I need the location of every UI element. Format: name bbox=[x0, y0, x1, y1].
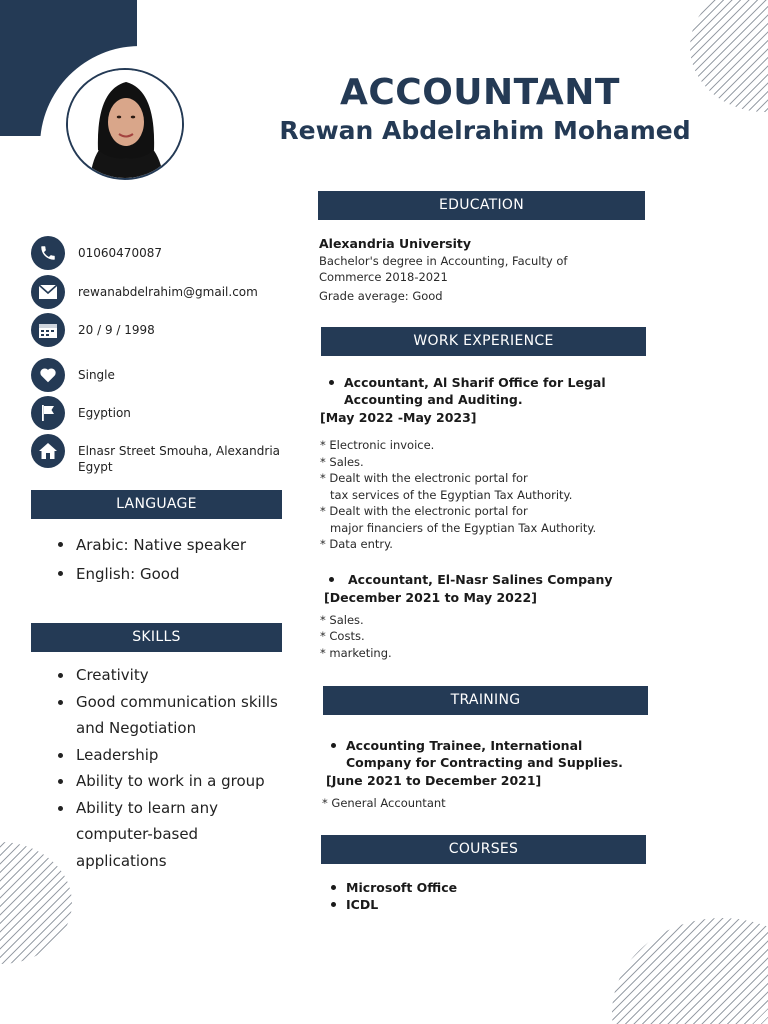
work-experience-heading: WORK EXPERIENCE bbox=[321, 327, 646, 356]
detail-line: * Sales. bbox=[320, 612, 364, 627]
detail-line: * Sales. bbox=[320, 454, 364, 469]
training-heading: TRAINING bbox=[323, 686, 648, 715]
language-heading: LANGUAGE bbox=[31, 490, 282, 519]
skills-heading: SKILLS bbox=[31, 623, 282, 652]
education-section bbox=[319, 236, 609, 304]
detail-line: * Data entry. bbox=[320, 537, 393, 551]
list-item: Leadership bbox=[56, 742, 296, 769]
detail-line: * marketing. bbox=[320, 645, 392, 660]
list-item: Arabic: Native speaker bbox=[56, 531, 306, 560]
calendar-icon bbox=[31, 313, 65, 347]
school-name: Alexandria University bbox=[319, 236, 471, 251]
phone-icon bbox=[31, 236, 65, 270]
courses-list bbox=[322, 879, 572, 913]
training-title: Accounting Trainee, International Company for Contracting and Supplies. bbox=[322, 737, 652, 771]
detail-line: major financiers of the Egyptian Tax Authority. bbox=[330, 520, 597, 535]
courses-heading: COURSES bbox=[321, 835, 646, 864]
job-title: ACCOUNTANT bbox=[340, 72, 620, 113]
home-address: Elnasr Street Smouha, Alexandria Egypt bbox=[78, 444, 281, 474]
hatched-circle-top-right bbox=[690, 0, 768, 112]
detail-line: * Costs. bbox=[320, 629, 365, 643]
hatched-circle-bottom-right bbox=[612, 918, 768, 1024]
email-address: rewanabdelrahim@gmail.com bbox=[78, 285, 258, 299]
heart-icon bbox=[31, 358, 65, 392]
training-section bbox=[322, 737, 652, 812]
job-dates-1: [May 2022 -May 2023] bbox=[320, 410, 477, 425]
job-title-2: Accountant, El-Nasr Salines Company bbox=[320, 571, 650, 588]
list-item: Good communication skills and Negotiation bbox=[56, 689, 296, 742]
contact-email bbox=[31, 275, 291, 309]
birth-date: 20 / 9 / 1998 bbox=[78, 323, 155, 337]
contact-address bbox=[31, 434, 291, 475]
phone-number: 01060470087 bbox=[78, 246, 162, 260]
list-item: Ability to work in a group bbox=[56, 768, 296, 795]
skills-list bbox=[56, 662, 296, 874]
course-item: Microsoft Office bbox=[322, 879, 572, 896]
person-name: Rewan Abdelrahim Mohamed bbox=[279, 116, 691, 145]
profile-photo bbox=[66, 68, 184, 180]
grade-average: Grade average: Good bbox=[319, 288, 443, 303]
mail-icon bbox=[31, 275, 65, 309]
work-section bbox=[320, 374, 650, 661]
contact-nationality bbox=[31, 396, 291, 430]
marital-status: Single bbox=[78, 368, 115, 382]
list-item: English: Good bbox=[56, 560, 306, 589]
job-details-2 bbox=[320, 612, 650, 662]
contact-marital-status bbox=[31, 358, 291, 392]
flag-icon bbox=[31, 396, 65, 430]
degree: Bachelor's degree in Accounting, Faculty of Commerce 2018-2021 bbox=[319, 253, 568, 284]
job-title-1: Accountant, Al Sharif Office for Legal Accounting and Auditing. bbox=[320, 374, 650, 408]
detail-line: * Electronic invoice. bbox=[320, 438, 435, 452]
detail-line: tax services of the Egyptian Tax Authority. bbox=[330, 487, 573, 502]
job-dates-2: [December 2021 to May 2022] bbox=[324, 589, 537, 605]
contact-birthdate bbox=[31, 313, 291, 347]
home-icon bbox=[31, 434, 65, 468]
detail-line: * Dealt with the electronic portal for bbox=[320, 471, 528, 485]
contact-phone bbox=[31, 236, 291, 270]
language-list bbox=[56, 531, 306, 589]
list-item: Ability to learn any computer-based applications bbox=[56, 795, 226, 875]
training-detail: * General Accountant bbox=[322, 796, 446, 810]
education-heading: EDUCATION bbox=[318, 191, 645, 220]
course-item: ICDL bbox=[322, 896, 572, 913]
nationality: Egyption bbox=[78, 406, 131, 420]
detail-line: * Dealt with the electronic portal for bbox=[320, 504, 528, 518]
training-dates: [June 2021 to December 2021] bbox=[326, 773, 542, 788]
job-details-1 bbox=[320, 437, 650, 553]
list-item: Creativity bbox=[56, 662, 296, 689]
